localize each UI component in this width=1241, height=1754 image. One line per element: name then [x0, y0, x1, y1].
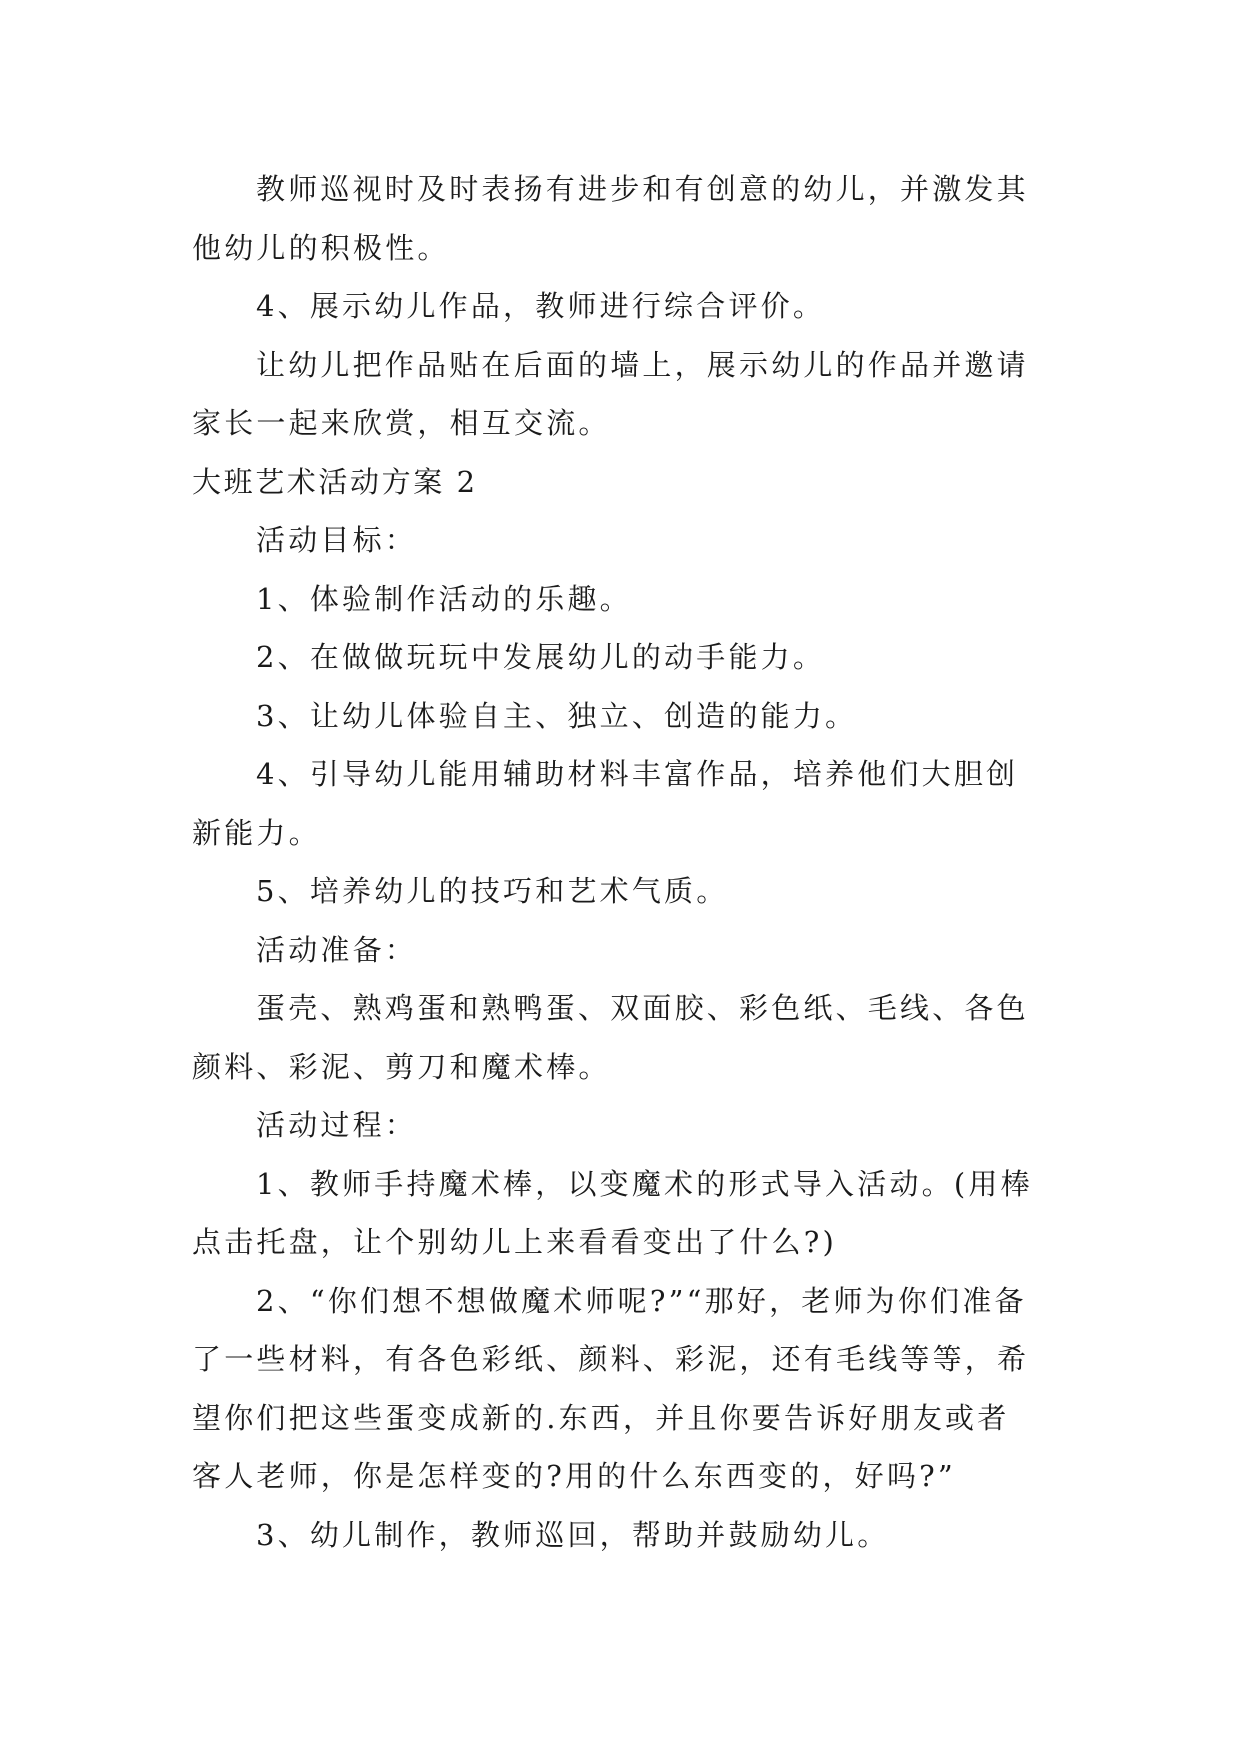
paragraph-line: 1、教师手持魔术棒，以变魔术的形式导入活动。(用棒	[256, 1166, 1033, 1201]
paragraph-line: 让幼儿把作品贴在后面的墙上，展示幼儿的作品并邀请	[256, 347, 1029, 382]
paragraph-line: 教师巡视时及时表扬有进步和有创意的幼儿，并激发其	[256, 172, 1029, 206]
paragraph-line: 1、体验制作活动的乐趣。	[256, 581, 632, 616]
paragraph-line: 3、让幼儿体验自主、独立、创造的能力。	[256, 698, 858, 733]
paragraph-line: 活动过程：	[256, 1108, 418, 1142]
paragraph-line: 2、在做做玩玩中发展幼儿的动手能力。	[256, 640, 826, 674]
paragraph-line: 望你们把这些蛋变成新的.东西，并且你要告诉好朋友或者	[192, 1400, 1010, 1435]
paragraph-line: 活动准备：	[256, 932, 418, 967]
paragraph-line: 家长一起来欣赏，相互交流。	[192, 406, 611, 440]
paragraph-line: 活动目标：	[256, 523, 418, 557]
section-heading: 大班艺术活动方案 2	[192, 464, 478, 499]
paragraph-line: 4、引导幼儿能用辅助材料丰富作品，培养他们大胆创	[256, 757, 1019, 791]
paragraph-line: 5、培养幼儿的技巧和艺术气质。	[256, 874, 729, 908]
paragraph-line: 蛋壳、熟鸡蛋和熟鸭蛋、双面胶、彩色纸、毛线、各色	[256, 991, 1029, 1025]
paragraph-line: 他幼儿的积极性。	[192, 230, 450, 265]
paragraph-line: 3、幼儿制作，教师巡回，帮助并鼓励幼儿。	[256, 1517, 890, 1552]
paragraph-line: 2、“你们想不想做魔术师呢?”“那好，老师为你们准备	[256, 1283, 1027, 1318]
paragraph-line: 了一些材料，有各色彩纸、颜料、彩泥，还有毛线等等，希	[192, 1342, 1030, 1376]
paragraph-line: 颜料、彩泥、剪刀和魔术棒。	[192, 1049, 611, 1084]
paragraph-line: 点击托盘，让个别幼儿上来看看变出了什么?)	[192, 1225, 838, 1259]
paragraph-line: 客人老师，你是怎样变的?用的什么东西变的，好吗?”	[192, 1459, 956, 1493]
paragraph-line: 新能力。	[192, 815, 321, 850]
paragraph-line: 4、展示幼儿作品，教师进行综合评价。	[256, 289, 826, 323]
document-body	[192, 160, 1050, 1564]
